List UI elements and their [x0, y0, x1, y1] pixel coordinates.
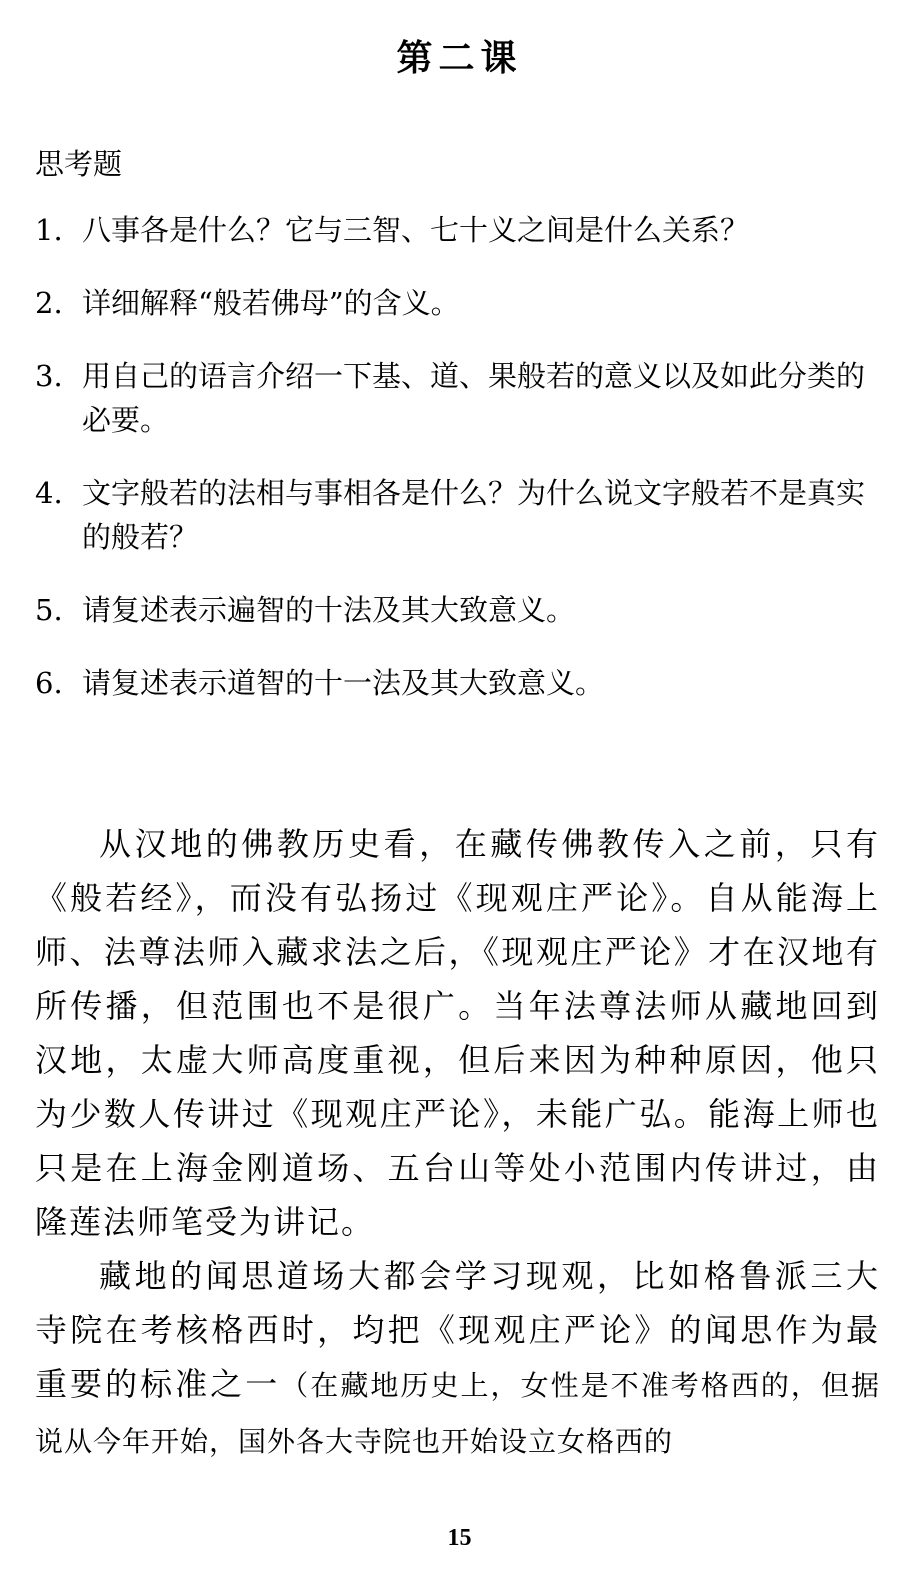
- question-item: [35, 588, 885, 632]
- question-item: [35, 281, 885, 325]
- question-number: 2.: [35, 286, 63, 320]
- body-paragraph-2-note: （在藏地历史上，女性是不准考格西的，但据说从今年开始，国外各大寺院也开始设立女格西的: [35, 1369, 880, 1458]
- body-paragraph-2: [35, 1249, 880, 1469]
- question-item: [35, 661, 885, 705]
- body-paragraph-1: 从汉地的佛教历史看，在藏传佛教传入之前，只有《般若经》，而没有弘扬过《现观庄严论》。自从能海上师、法尊法师入藏求法之后，《现观庄严论》才在汉地有所传播，但范围也不是很广。当年法尊法师从藏地回到汉地，太虚大师高度重视，但后来因为种种原因，他只为少数人传讲过《现观庄严论》，未能广弘。能海上师也只是在上海金刚道场、五台山等处小范围内传讲过，由隆莲法师笔受为讲记。: [35, 825, 880, 1241]
- question-text: 详细解释“般若佛母”的含义。: [82, 286, 460, 320]
- question-item: [35, 208, 885, 252]
- questions-heading: 思考题: [35, 147, 123, 181]
- question-text: 八事各是什么？它与三智、七十义之间是什么关系？: [82, 213, 750, 247]
- question-number: 5.: [35, 593, 63, 627]
- body-paragraph-2-main: 藏地的闻思道场大都会学习现观，比如格鲁派三大寺院在考核格西时，均把《现观庄严论》的闻思作为最重要的标准之一: [35, 1257, 880, 1403]
- question-item: [35, 471, 885, 559]
- question-number: 1.: [35, 213, 63, 247]
- page-number: 15: [447, 1525, 472, 1551]
- body-text: [35, 817, 880, 1469]
- question-text: 请复述表示遍智的十法及其大致意义。: [82, 593, 576, 627]
- question-number: 6.: [35, 666, 63, 700]
- question-item: [35, 354, 885, 442]
- question-number: 3.: [35, 359, 63, 393]
- question-list: [35, 208, 885, 734]
- question-text: 请复述表示道智的十一法及其大致意义。: [82, 666, 605, 700]
- question-number: 4.: [35, 476, 63, 510]
- question-text: 文字般若的法相与事相各是什么？为什么说文字般若不是真实的般若？: [82, 476, 866, 554]
- question-text: 用自己的语言介绍一下基、道、果般若的意义以及如此分类的必要。: [82, 359, 866, 437]
- lesson-title: 第二课: [396, 38, 523, 79]
